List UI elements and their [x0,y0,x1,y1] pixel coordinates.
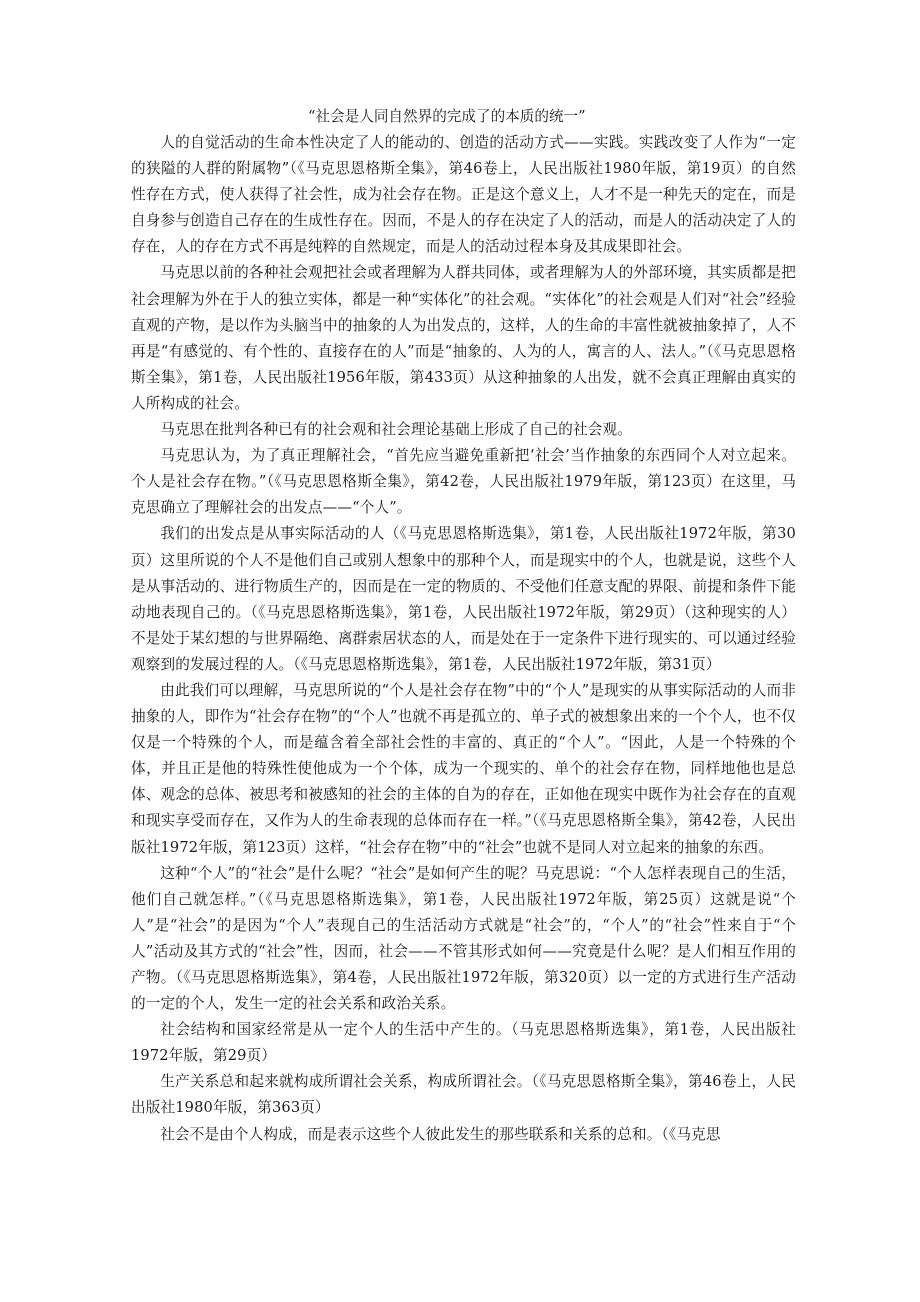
paragraph-7: 这种“个人”的“社会”是什么呢？“社会”是如何产生的呢？马克思说：“个人怎样表现自己的生活，他们自己就怎样。”（《马克思恩格斯选集》，第1卷，人民出版社1972年版，第25页）这就是说“个人”是“社会”的是因为“个人”表现自己的生活活动方式就是“社会”的，“个人”的“社会”性来自于“个人”活动及其方式的“社会”性，因而，社会——不管其形式如何——究竟是什么呢？是人们相互作用的产物。（《马克思恩格斯选集》，第4卷，人民出版社1972年版，第320页）以一定的方式进行生产活动的一定的个人，发生一定的社会关系和政治关系。 [131,864,796,1013]
paragraph-4: 马克思认为，为了真正理解社会，“首先应当避免重新把‘社会’当作抽象的东西同个人对立起来。个人是社会存在物。”（《马克思恩格斯全集》，第42卷，人民出版社1979年版，第123页）在这里，马克思确立了理解社会的出发点——“个人”。 [131,447,796,517]
paragraph-3: 马克思在批判各种已有的社会观和社会理论基础上形成了自己的社会观。 [160,421,632,439]
paragraph-5: 我们的出发点是从事实际活动的人（《马克思恩格斯选集》，第1卷，人民出版社1972年版，第30页）这里所说的个人不是他们自己或别人想象中的那种个人，而是现实中的个人，也就是说，这些个人是从事活动的、进行物质生产的，因而是在一定的物质的、不受他们任意支配的界限、前提和条件下能动地表现自己的。（《马克思恩格斯选集》，第1卷，人民出版社1972年版，第29页）（这种现实的人）不是处于某幻想的与世界隔绝、离群索居状态的人，而是处在于一定条件下进行现实的、可以通过经验观察到的发展过程的人。（《马克思恩格斯选集》，第1卷，人民出版社1972年版，第31页） [131,525,796,673]
document-title: “社会是人同自然界的完成了的本质的统一” [308,108,586,125]
paragraph-8: 社会结构和国家经常是从一定个人的生活中产生的。（马克思恩格斯选集》，第1卷，人民出版社1972年版，第29页） [131,1021,796,1065]
paragraph-6: 由此我们可以理解，马克思所说的“个人是社会存在物”中的“个人”是现实的从事实际活动的人而非抽象的人，即作为“社会存在物”的“个人”也就不再是孤立的、单子式的被想象出来的一个个人，也不仅仅是一个特殊的个人，而是蕴含着全部社会性的丰富的、真正的“个人”。“因此，人是一个特殊的个体，并且正是他的特殊性使他成为一个个体，成为一个现实的、单个的社会存在物，同样地他也是总体、观念的总体、被思考和被感知的社会的主体的自为的存在，正如他在现实中既作为社会存在的直观和现实享受而存在，又作为人的生命表现的总体而存在一样。”（《马克思恩格斯全集》，第42卷，人民出版社1972年版，第123页）这样，“社会存在物”中的“社会”也就不是同人对立起来的抽象的东西。 [131,681,796,856]
document-body [131,104,796,1148]
paragraph-9: 生产关系总和起来就构成所谓社会关系，构成所谓社会。（《马克思恩格斯全集》，第46卷上，人民出版社1980年版，第363页） [131,1073,796,1117]
paragraph-2: 马克思以前的各种社会观把社会或者理解为人群共同体，或者理解为人的外部环境，其实质都是把社会理解为外在于人的独立实体，都是一种“实体化”的社会观。“实体化”的社会观是人们对“社会”经验直观的产物，是以作为头脑当中的抽象的人为出发点的，这样，人的生命的丰富性就被抽象掉了，人不再是“有感觉的、有个性的、直接存在的人”而是“抽象的、人为的人，寓言的人、法人。”（《马克思恩格斯全集》，第1卷，人民出版社1956年版，第433页）从这种抽象的人出发，就不会真正理解由真实的人所构成的社会。 [131,264,796,412]
paragraph-10: 社会不是由个人构成，而是表示这些个人彼此发生的那些联系和关系的总和。（《马克思 [160,1125,721,1143]
paragraph-1: 人的自觉活动的生命本性决定了人的能动的、创造的活动方式——实践。实践改变了人作为“一定的狭隘的人群的附属物”（《马克思恩格斯全集》，第46卷上，人民出版社1980年版，第19页）的自然性存在方式，使人获得了社会性，成为社会存在物。正是这个意义上，人才不是一种先天的定在，而是自身参与创造自己存在的生成性存在。因而，不是人的存在决定了人的活动，而是人的活动决定了人的存在，人的存在方式不再是纯粹的自然规定，而是人的活动过程本身及其成果即社会。 [131,134,796,256]
